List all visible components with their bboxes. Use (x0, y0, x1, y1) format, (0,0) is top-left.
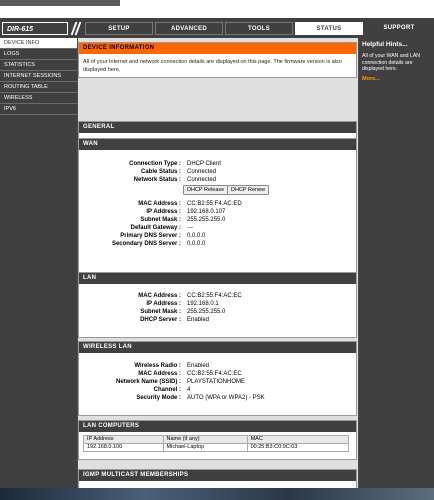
hints-more-link[interactable]: More... (362, 75, 380, 82)
wan-mac-label: MAC Address : (138, 201, 181, 207)
sidebar-item-logs[interactable]: LOGS (0, 49, 77, 60)
slash-decoration (71, 22, 83, 35)
lan-title: LAN (79, 273, 356, 284)
taskbar-strip (0, 488, 434, 500)
connection-type-label: Connection Type : (129, 161, 181, 167)
cell-name: Michael-Laptop (163, 444, 247, 452)
top-banner (0, 0, 434, 18)
sidebar-item-routing-table[interactable]: ROUTING TABLE (0, 82, 77, 93)
wireless-title: WIRELESS LAN (79, 342, 356, 353)
wan-title: WAN (79, 139, 356, 150)
lan-ip-label: IP Address : (146, 301, 181, 307)
sidebar-item-statistics[interactable]: STATISTICS (0, 60, 77, 71)
lan-computers-title: LAN COMPUTERS (79, 421, 356, 432)
dhcp-server-value: Enabled (187, 317, 210, 323)
col-ip: IP Address (84, 436, 164, 444)
secondary-dns-label: Secondary DNS Server : (111, 241, 181, 247)
lan-computers-table (83, 435, 349, 452)
table-header-row (84, 436, 349, 444)
channel-value: 4 (187, 387, 191, 393)
lan-mac-label: MAC Address : (138, 293, 181, 299)
wireless-radio-label: Wireless Radio : (134, 363, 181, 369)
cell-ip: 192.168.0.100 (84, 444, 164, 452)
table-row (84, 444, 349, 452)
top-strip (0, 0, 120, 6)
primary-dns-value: 0.0.0.0 (187, 233, 206, 239)
general-title: GENERAL (79, 122, 356, 133)
network-status-label: Network Status : (133, 177, 181, 183)
channel-label: Channel : (153, 387, 181, 393)
wireless-section (78, 341, 357, 416)
device-info-section (78, 42, 357, 78)
connection-type-value: DHCP Client (187, 161, 221, 167)
col-mac: MAC (247, 436, 348, 444)
tab-status[interactable]: STATUS (295, 22, 363, 35)
page-title: DEVICE INFORMATION (79, 43, 356, 54)
hints-panel (359, 38, 434, 500)
gateway-label: Default Gateway : (130, 225, 181, 231)
lan-computers-section (78, 420, 357, 460)
cable-status-value: Connected (187, 169, 217, 175)
sidebar-item-ipv6[interactable]: IPV6 (0, 104, 77, 115)
gateway-value: --- (187, 225, 193, 231)
security-mode-label: Security Mode : (136, 395, 181, 401)
intro-text: All of your Internet and network connection details are displayed on this page. The firmware version is also displayed here. (83, 59, 342, 73)
secondary-dns-value: 0.0.0.0 (187, 241, 206, 247)
hints-title: Helpful Hints... (362, 41, 408, 48)
lan-subnet-value: 255.255.255.0 (187, 309, 226, 315)
cell-mac: 00:25:B3:C0:9C:03 (247, 444, 348, 452)
model-label: DIR-615 (2, 22, 68, 35)
tab-advanced[interactable]: ADVANCED (155, 22, 223, 35)
igmp-title: IGMP MULTICAST MEMBERSHIPS (79, 470, 356, 481)
sidebar-item-internet-sessions[interactable]: INTERNET SESSIONS (0, 71, 77, 82)
ssid-label: Network Name (SSID) : (115, 379, 181, 385)
dhcp-renew-button[interactable]: DHCP Renew (227, 185, 269, 195)
sidebar-item-device-info[interactable]: DEVICE INFO (0, 38, 77, 49)
wan-subnet-value: 255.255.255.0 (187, 217, 226, 223)
col-name: Name (if any) (163, 436, 247, 444)
wan-ip-label: IP Address : (146, 209, 181, 215)
dhcp-release-button[interactable]: DHCP Release (183, 185, 228, 195)
lan-mac-value: CC:B2:55:F4:AC:EC (187, 293, 242, 299)
wireless-mac-label: MAC Address : (138, 371, 181, 377)
network-status-value: Connected (187, 177, 217, 183)
main-content (78, 38, 358, 500)
sidebar-item-wireless[interactable]: WIRELESS (0, 93, 77, 104)
wan-ip-value: 192.168.0.107 (187, 209, 226, 215)
wireless-mac-value: CC:B2:55:F4:AC:EC (187, 371, 242, 377)
lan-ip-value: 192.168.0.1 (187, 301, 219, 307)
sidebar (0, 38, 77, 500)
primary-dns-label: Primary DNS Server : (120, 233, 181, 239)
tab-support[interactable]: SUPPORT (365, 22, 433, 35)
tab-tools[interactable]: TOOLS (225, 22, 293, 35)
wan-subnet-label: Subnet Mask : (140, 217, 181, 223)
ssid-value: PLAYSTATIONHOME (187, 379, 246, 385)
dhcp-server-label: DHCP Server : (140, 317, 181, 323)
lan-subnet-label: Subnet Mask : (140, 309, 181, 315)
wan-mac-value: CC:B2:55:F4:AC:ED (187, 201, 242, 207)
wireless-radio-value: Enabled (187, 363, 210, 369)
security-mode-value: AUTO (WPA or WPA2) - PSK (187, 395, 265, 401)
cable-status-label: Cable Status : (140, 169, 181, 175)
tab-setup[interactable]: SETUP (85, 22, 153, 35)
top-nav (0, 18, 434, 38)
lan-section (78, 272, 357, 338)
hints-text: All of your WAN and LAN connection details are displayed here. (362, 53, 421, 72)
